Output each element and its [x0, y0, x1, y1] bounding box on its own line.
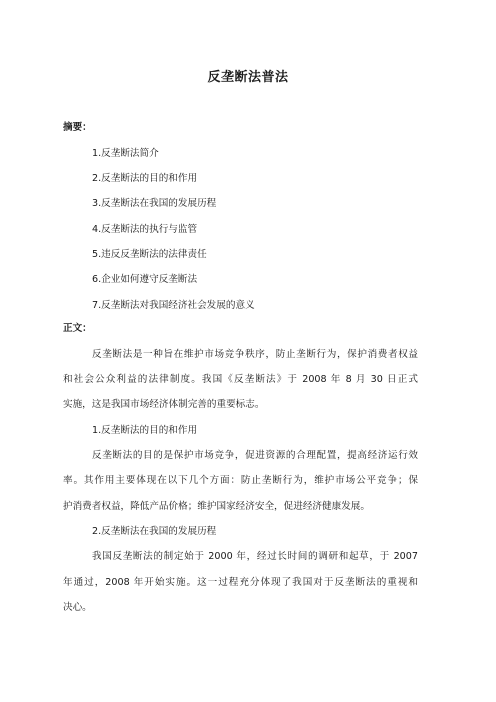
paragraph-line: 反垄断法是一种旨在维护市场竞争秩序，防止垄断行为，保护消费者权益: [92, 349, 418, 360]
paragraph-line: 年通过，2008 年开始实施。这一过程充分体现了我国对于反垄断法的重视和: [63, 577, 418, 588]
summary-item: 3.反垄断法在我国的发展历程: [92, 198, 217, 209]
paragraph-line: 护消费者权益，降低产品价格；维护国家经济安全，促进经济健康发展。: [63, 501, 370, 512]
summary-item: 4.反垄断法的执行与监管: [92, 224, 198, 235]
summary-heading: 摘要：: [63, 122, 92, 133]
section-heading: 1.反垄断法的目的和作用: [92, 425, 198, 436]
paragraph-line: 反垄断法的目的是保护市场竞争，促进资源的合理配置，提高经济运行效: [92, 450, 418, 461]
paragraph-line: 和社会公众利益的法律制度。我国《反垄断法》于 2008 年 8 月 30 日正式: [63, 374, 418, 385]
summary-item: 7.反垄断法对我国经济社会发展的意义: [92, 300, 255, 311]
summary-item: 5.违反反垄断法的法律责任: [92, 249, 207, 260]
paragraph-line: 实施，这是我国市场经济体制完善的重要标志。: [63, 399, 265, 410]
summary-item: 2.反垄断法的目的和作用: [92, 173, 198, 184]
summary-item: 6.企业如何遵守反垄断法: [92, 274, 198, 285]
paragraph-line: 率。其作用主要体现在以下几个方面：防止垄断行为，维护市场公平竞争；保: [63, 475, 418, 486]
document-title: 反垄断法普法: [207, 70, 289, 85]
body-heading: 正文：: [63, 323, 92, 334]
paragraph-line: 我国反垄断法的制定始于 2000 年，经过长时间的调研和起草，于 2007: [92, 551, 418, 562]
paragraph-line: 决心。: [63, 602, 92, 613]
summary-item: 1.反垄断法简介: [92, 148, 159, 159]
section-heading: 2.反垄断法在我国的发展历程: [92, 526, 217, 537]
